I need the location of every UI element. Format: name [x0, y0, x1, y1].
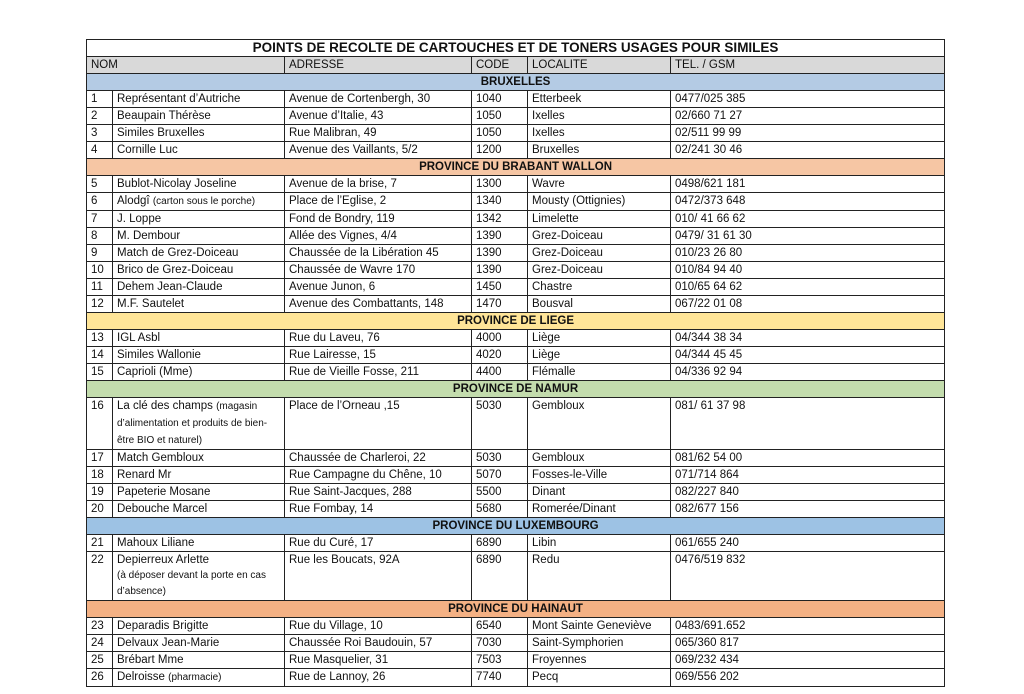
row-number: 25	[87, 652, 113, 669]
nom-note: (magasin d’alimentation et produits de bien-être BIO et naturel)	[117, 401, 268, 446]
cell-adresse: Place de l’Orneau ,15	[285, 398, 472, 450]
nom-text: Similes Wallonie	[117, 349, 201, 361]
cell-tel: 0477/025 385	[671, 91, 945, 108]
cell-code: 4000	[472, 330, 528, 347]
section-row	[87, 74, 945, 91]
nom-text: Alodgî	[117, 195, 150, 207]
cell-adresse: Place de l’Eglise, 2	[285, 193, 472, 211]
cell-adresse: Avenue des Vaillants, 5/2	[285, 142, 472, 159]
nom-text: Delroisse	[117, 671, 165, 683]
cell-nom	[113, 484, 285, 501]
table-row	[87, 193, 945, 211]
nom-text: Match de Grez-Doiceau	[117, 247, 239, 259]
cell-nom	[113, 211, 285, 228]
cell-localite: Ixelles	[528, 125, 671, 142]
nom-text: La clé des champs	[117, 400, 213, 412]
cell-adresse: Rue Lairesse, 15	[285, 347, 472, 364]
table-row	[87, 211, 945, 228]
table-row	[87, 108, 945, 125]
cell-localite: Bousval	[528, 296, 671, 313]
table-row	[87, 176, 945, 193]
row-number: 5	[87, 176, 113, 193]
cell-code: 4400	[472, 364, 528, 381]
cell-adresse: Avenue de Cortenbergh, 30	[285, 91, 472, 108]
row-number: 19	[87, 484, 113, 501]
cell-code: 1050	[472, 125, 528, 142]
cell-nom	[113, 262, 285, 279]
cell-code: 5070	[472, 467, 528, 484]
row-number: 15	[87, 364, 113, 381]
nom-text: Brébart Mme	[117, 654, 184, 666]
cell-code: 6540	[472, 618, 528, 635]
cell-nom	[113, 535, 285, 552]
cell-nom	[113, 228, 285, 245]
cell-nom	[113, 176, 285, 193]
nom-text: M.F. Sautelet	[117, 298, 185, 310]
nom-text: Beaupain Thérèse	[117, 110, 211, 122]
cell-localite: Etterbeek	[528, 91, 671, 108]
row-number: 1	[87, 91, 113, 108]
cell-localite: Romerée/Dinant	[528, 501, 671, 518]
row-number: 24	[87, 635, 113, 652]
nom-note: (carton sous le porche)	[152, 196, 256, 207]
cell-code: 1342	[472, 211, 528, 228]
table-row	[87, 501, 945, 518]
cell-localite: Gembloux	[528, 450, 671, 467]
cell-nom	[113, 279, 285, 296]
cell-code: 1470	[472, 296, 528, 313]
cell-localite: Pecq	[528, 669, 671, 687]
nom-text: J. Loppe	[117, 213, 162, 225]
cell-nom	[113, 501, 285, 518]
row-number: 21	[87, 535, 113, 552]
cell-tel: 010/ 41 66 62	[671, 211, 945, 228]
cell-nom	[113, 669, 285, 687]
nom-text: Delvaux Jean-Marie	[117, 637, 220, 649]
cell-tel: 02/660 71 27	[671, 108, 945, 125]
section-title: PROVINCE DE NAMUR	[87, 381, 945, 398]
row-number: 14	[87, 347, 113, 364]
cell-tel: 0483/691.652	[671, 618, 945, 635]
cell-adresse: Rue du Curé, 17	[285, 535, 472, 552]
row-number: 16	[87, 398, 113, 450]
section-row	[87, 159, 945, 176]
cell-adresse: Rue du Laveu, 76	[285, 330, 472, 347]
cell-localite: Redu	[528, 552, 671, 601]
cell-localite: Mont Sainte Geneviève	[528, 618, 671, 635]
cell-adresse: Chaussée de Wavre 170	[285, 262, 472, 279]
section-row	[87, 381, 945, 398]
section-title: PROVINCE DU HAINAUT	[87, 601, 945, 618]
cell-nom	[113, 296, 285, 313]
cell-localite: Bruxelles	[528, 142, 671, 159]
row-number: 13	[87, 330, 113, 347]
cell-tel: 061/655 240	[671, 535, 945, 552]
nom-text: Brico de Grez-Doiceau	[117, 264, 234, 276]
cell-tel: 04/344 38 34	[671, 330, 945, 347]
row-number: 23	[87, 618, 113, 635]
section-row	[87, 313, 945, 330]
table-row	[87, 279, 945, 296]
table-row	[87, 635, 945, 652]
nom-text: Caprioli (Mme)	[117, 366, 193, 378]
cell-localite: Flémalle	[528, 364, 671, 381]
collection-points-table	[86, 39, 945, 687]
row-number: 20	[87, 501, 113, 518]
cell-code: 1200	[472, 142, 528, 159]
nom-text: Depierreux Arlette	[117, 554, 210, 566]
cell-nom	[113, 330, 285, 347]
table-row	[87, 245, 945, 262]
nom-text: Deparadis Brigitte	[117, 620, 209, 632]
cell-tel: 069/232 434	[671, 652, 945, 669]
cell-adresse: Avenue des Combattants, 148	[285, 296, 472, 313]
cell-code: 5030	[472, 398, 528, 450]
cell-code: 1390	[472, 262, 528, 279]
table-row	[87, 330, 945, 347]
cell-tel: 067/22 01 08	[671, 296, 945, 313]
cell-code: 5500	[472, 484, 528, 501]
cell-adresse: Chaussée Roi Baudouin, 57	[285, 635, 472, 652]
cell-code: 1340	[472, 193, 528, 211]
cell-code: 5030	[472, 450, 528, 467]
row-number: 11	[87, 279, 113, 296]
cell-tel: 0498/621 181	[671, 176, 945, 193]
cell-localite: Liège	[528, 330, 671, 347]
cell-tel: 082/677 156	[671, 501, 945, 518]
cell-tel: 04/336 92 94	[671, 364, 945, 381]
nom-text: M. Dembour	[117, 230, 181, 242]
cell-tel: 02/511 99 99	[671, 125, 945, 142]
nom-text: Similes Bruxelles	[117, 127, 205, 139]
table-row	[87, 398, 945, 450]
table-row	[87, 296, 945, 313]
nom-text: Représentant d’Autriche	[117, 93, 241, 105]
row-number: 3	[87, 125, 113, 142]
cell-tel: 081/62 54 00	[671, 450, 945, 467]
cell-code: 6890	[472, 535, 528, 552]
nom-note: (pharmacie)	[168, 672, 222, 683]
cell-adresse: Avenue de la brise, 7	[285, 176, 472, 193]
header-adresse: ADRESSE	[285, 57, 472, 74]
cell-code: 5680	[472, 501, 528, 518]
cell-code: 4020	[472, 347, 528, 364]
cell-tel: 010/23 26 80	[671, 245, 945, 262]
cell-adresse: Rue Malibran, 49	[285, 125, 472, 142]
cell-nom	[113, 398, 285, 450]
header-row	[87, 57, 945, 74]
cell-code: 7030	[472, 635, 528, 652]
header-code: CODE	[472, 57, 528, 74]
cell-localite: Grez-Doiceau	[528, 228, 671, 245]
cell-tel: 0472/373 648	[671, 193, 945, 211]
nom-text: Renard Mr	[117, 469, 172, 481]
nom-note: (à déposer devant la porte en cas d’absence)	[117, 570, 266, 597]
nom-text: Papeterie Mosane	[117, 486, 211, 498]
row-number: 17	[87, 450, 113, 467]
cell-localite: Grez-Doiceau	[528, 245, 671, 262]
table-row	[87, 484, 945, 501]
cell-code: 1300	[472, 176, 528, 193]
cell-code: 1040	[472, 91, 528, 108]
section-row	[87, 601, 945, 618]
table-row	[87, 535, 945, 552]
table-row	[87, 262, 945, 279]
section-title: BRUXELLES	[87, 74, 945, 91]
cell-nom	[113, 245, 285, 262]
table-row	[87, 142, 945, 159]
row-number: 9	[87, 245, 113, 262]
cell-nom	[113, 142, 285, 159]
table-row	[87, 669, 945, 687]
section-title: PROVINCE DE LIEGE	[87, 313, 945, 330]
cell-adresse: Rue du Village, 10	[285, 618, 472, 635]
cell-localite: Wavre	[528, 176, 671, 193]
cell-tel: 010/65 64 62	[671, 279, 945, 296]
cell-tel: 0479/ 31 61 30	[671, 228, 945, 245]
cell-tel: 082/227 840	[671, 484, 945, 501]
cell-localite: Liège	[528, 347, 671, 364]
cell-adresse: Rue les Boucats, 92A	[285, 552, 472, 601]
cell-tel: 069/556 202	[671, 669, 945, 687]
cell-tel: 04/344 45 45	[671, 347, 945, 364]
cell-adresse: Rue de Vieille Fosse, 211	[285, 364, 472, 381]
section-title: PROVINCE DU LUXEMBOURG	[87, 518, 945, 535]
cell-nom	[113, 347, 285, 364]
cell-adresse: Rue Saint-Jacques, 288	[285, 484, 472, 501]
row-number: 22	[87, 552, 113, 601]
cell-localite: Libin	[528, 535, 671, 552]
cell-adresse: Avenue d’Italie, 43	[285, 108, 472, 125]
cell-nom	[113, 91, 285, 108]
nom-text: Match Gembloux	[117, 452, 204, 464]
header-localite: LOCALITE	[528, 57, 671, 74]
cell-tel: 02/241 30 46	[671, 142, 945, 159]
cell-localite: Chastre	[528, 279, 671, 296]
row-number: 4	[87, 142, 113, 159]
header-nom: NOM	[87, 57, 285, 74]
cell-tel: 071/714 864	[671, 467, 945, 484]
document-title: POINTS DE RECOLTE DE CARTOUCHES ET DE TONERS USAGES POUR SIMILES	[87, 40, 945, 57]
cell-nom	[113, 125, 285, 142]
cell-nom	[113, 108, 285, 125]
section-title: PROVINCE DU BRABANT WALLON	[87, 159, 945, 176]
nom-text: IGL Asbl	[117, 332, 161, 344]
table-row	[87, 91, 945, 108]
table-row	[87, 552, 945, 601]
cell-nom	[113, 618, 285, 635]
cell-adresse: Chaussée de Charleroi, 22	[285, 450, 472, 467]
table-row	[87, 467, 945, 484]
cell-nom	[113, 364, 285, 381]
cell-adresse: Allée des Vignes, 4/4	[285, 228, 472, 245]
cell-localite: Saint-Symphorien	[528, 635, 671, 652]
cell-localite: Dinant	[528, 484, 671, 501]
section-row	[87, 518, 945, 535]
nom-text: Bublot-Nicolay Joseline	[117, 178, 237, 190]
cell-nom	[113, 635, 285, 652]
cell-localite: Ixelles	[528, 108, 671, 125]
nom-text: Debouche Marcel	[117, 503, 208, 515]
cell-tel: 081/ 61 37 98	[671, 398, 945, 450]
cell-tel: 065/360 817	[671, 635, 945, 652]
cell-code: 1390	[472, 245, 528, 262]
table-row	[87, 450, 945, 467]
cell-code: 1050	[472, 108, 528, 125]
cell-localite: Limelette	[528, 211, 671, 228]
nom-text: Mahoux Liliane	[117, 537, 195, 549]
table-row	[87, 652, 945, 669]
title-row	[87, 40, 945, 57]
row-number: 6	[87, 193, 113, 211]
cell-nom	[113, 450, 285, 467]
cell-nom	[113, 467, 285, 484]
table-body	[87, 40, 945, 687]
row-number: 2	[87, 108, 113, 125]
cell-adresse: Avenue Junon, 6	[285, 279, 472, 296]
row-number: 8	[87, 228, 113, 245]
table-row	[87, 618, 945, 635]
cell-adresse: Rue Masquelier, 31	[285, 652, 472, 669]
cell-code: 1390	[472, 228, 528, 245]
cell-localite: Grez-Doiceau	[528, 262, 671, 279]
row-number: 12	[87, 296, 113, 313]
nom-text: Cornille Luc	[117, 144, 178, 156]
cell-localite: Froyennes	[528, 652, 671, 669]
cell-code: 1450	[472, 279, 528, 296]
row-number: 10	[87, 262, 113, 279]
row-number: 18	[87, 467, 113, 484]
cell-adresse: Rue Campagne du Chêne, 10	[285, 467, 472, 484]
cell-code: 6890	[472, 552, 528, 601]
table-row	[87, 125, 945, 142]
cell-localite: Gembloux	[528, 398, 671, 450]
table-row	[87, 364, 945, 381]
cell-nom	[113, 652, 285, 669]
cell-code: 7740	[472, 669, 528, 687]
table-row	[87, 347, 945, 364]
row-number: 7	[87, 211, 113, 228]
table-row	[87, 228, 945, 245]
cell-code: 7503	[472, 652, 528, 669]
cell-adresse: Chaussée de la Libération 45	[285, 245, 472, 262]
cell-adresse: Fond de Bondry, 119	[285, 211, 472, 228]
cell-localite: Mousty (Ottignies)	[528, 193, 671, 211]
cell-adresse: Rue Fombay, 14	[285, 501, 472, 518]
cell-adresse: Rue de Lannoy, 26	[285, 669, 472, 687]
nom-text: Dehem Jean-Claude	[117, 281, 223, 293]
cell-tel: 0476/519 832	[671, 552, 945, 601]
cell-localite: Fosses-le-Ville	[528, 467, 671, 484]
cell-nom	[113, 193, 285, 211]
cell-tel: 010/84 94 40	[671, 262, 945, 279]
header-tel: TEL. / GSM	[671, 57, 945, 74]
row-number: 26	[87, 669, 113, 687]
cell-nom	[113, 552, 285, 601]
